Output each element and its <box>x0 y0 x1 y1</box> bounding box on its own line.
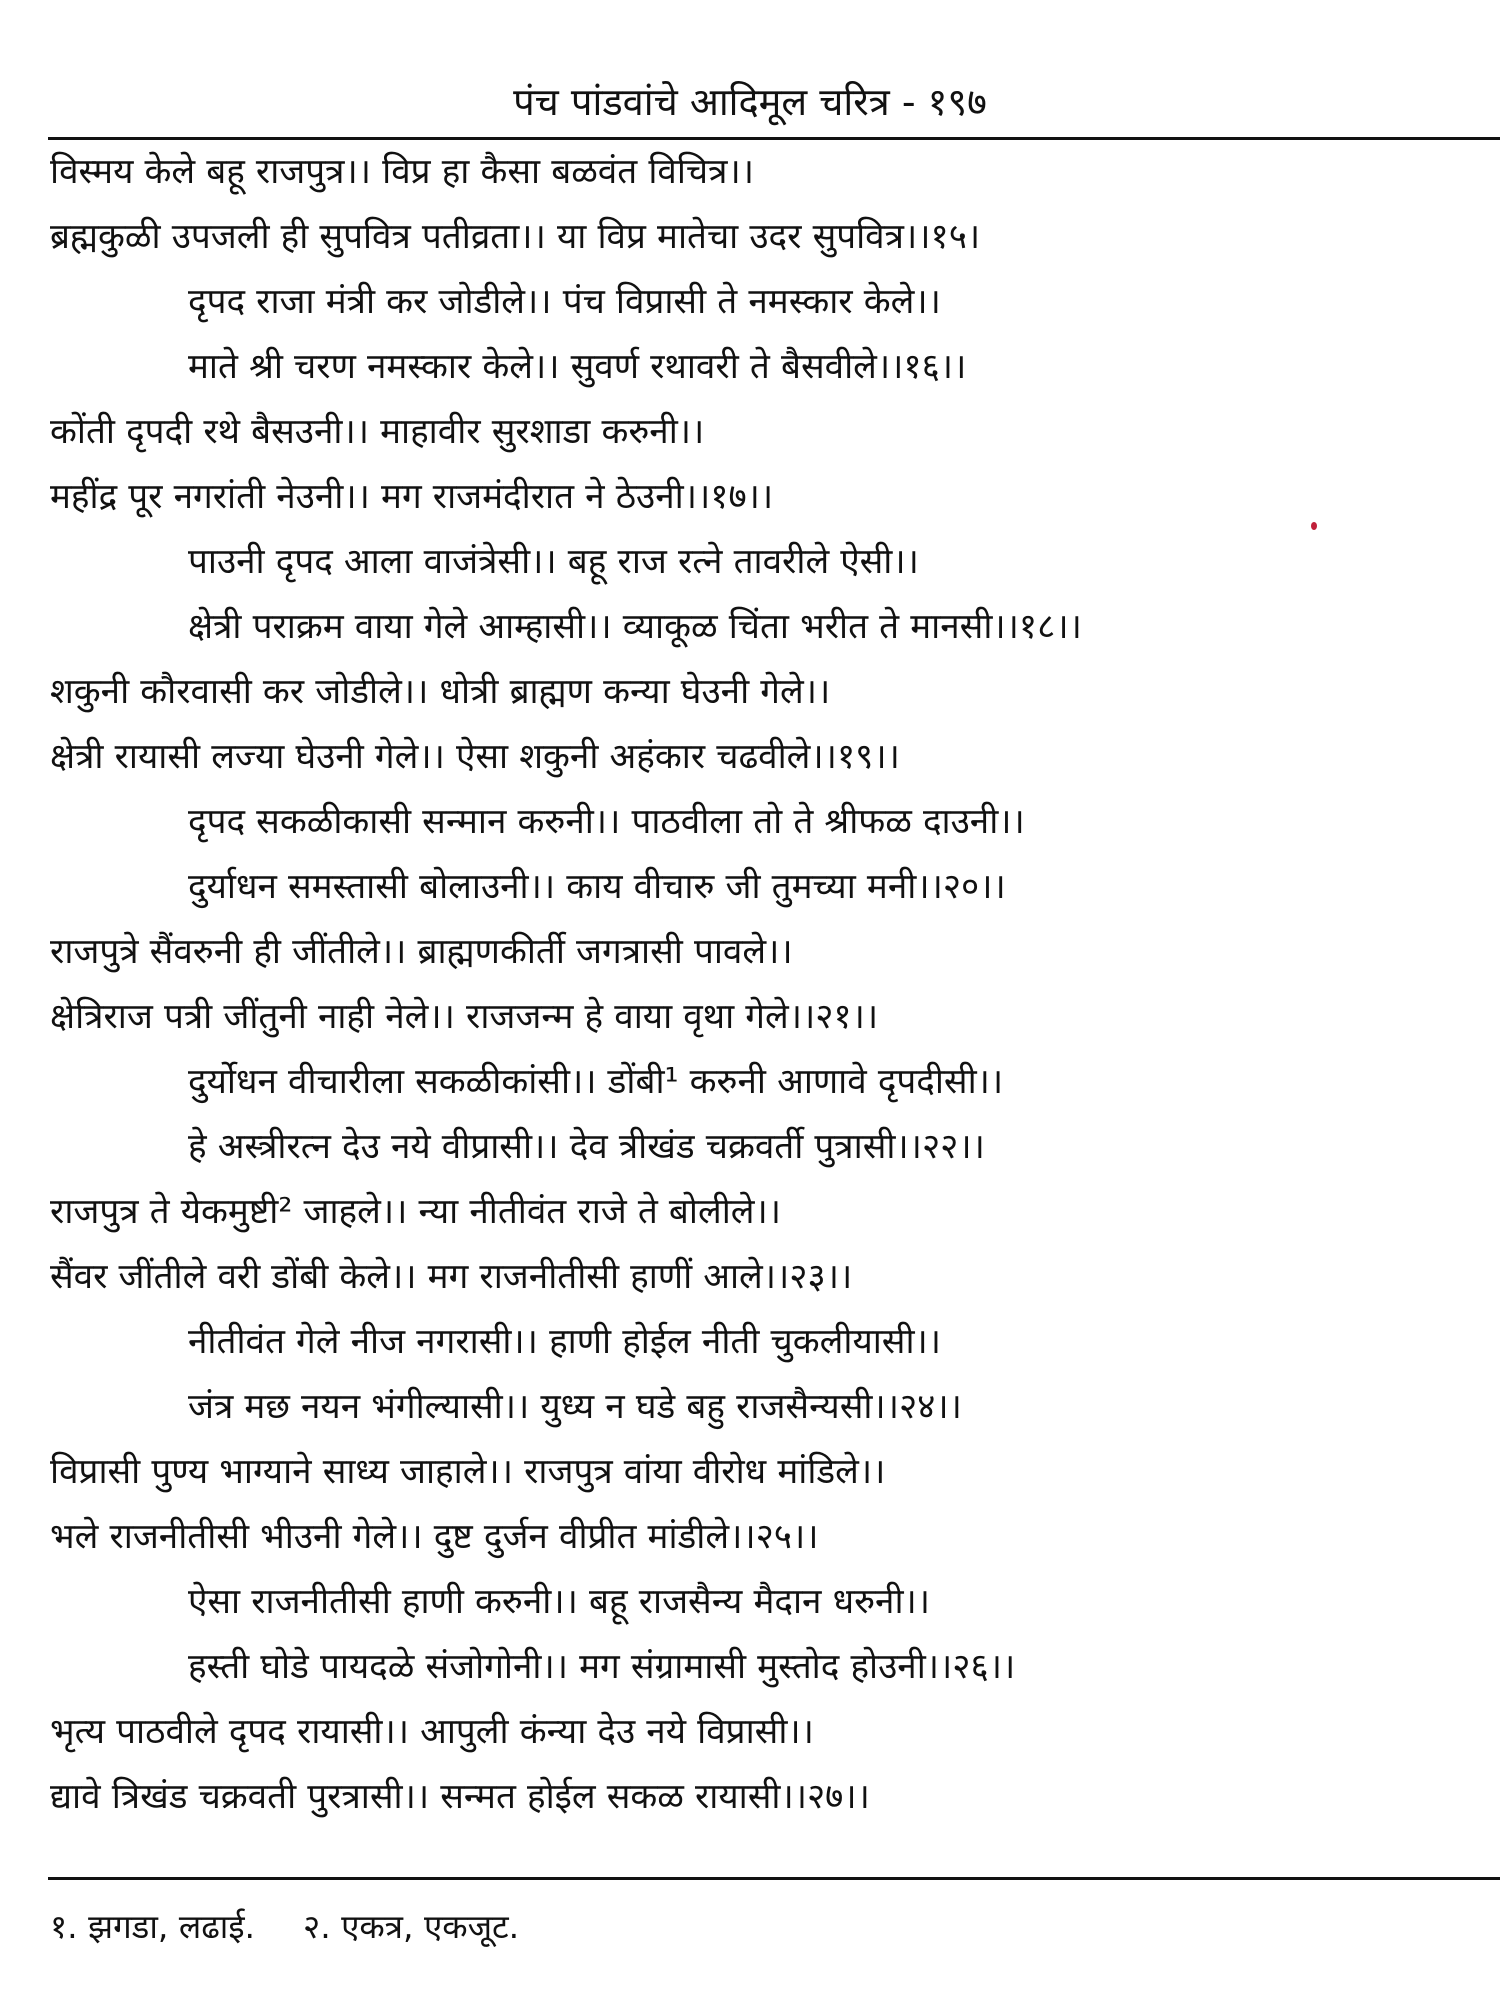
verse-line: महींद्र पूर नगरांती नेउनी।। मग राजमंदीरात ने ठेउनी।।१७।। <box>50 477 774 517</box>
verse-line: ऐसा राजनीतीसी हाणी करुनी।। बहू राजसैन्य मैदान धरुनी।। <box>188 1582 931 1622</box>
verse-line: शकुनी कौरवासी कर जोडीले।। धोत्री ब्राह्मण कन्या घेउनी गेले।। <box>50 672 831 712</box>
footnotes <box>50 1905 519 1949</box>
verse-line: राजपुत्र ते येकमुष्टी² जाहले।। न्या नीतीवंत राजे ते बोलीले।। <box>50 1192 782 1232</box>
verse-line: क्षेत्री पराक्रम वाया गेले आम्हासी।। व्याकूळ चिंता भरीत ते मानसी।।१८।। <box>188 607 1082 647</box>
verse-line: जंत्र मछ नयन भंगील्यासी।। युध्य न घडे बहु राजसैन्यसी।।२४।। <box>188 1387 962 1427</box>
footnote: १. झगडा, लढाई. <box>50 1907 256 1946</box>
verse-line: विप्रासी पुण्य भाग्याने साध्य जाहाले।। राजपुत्र वांया वीरोध मांडिले।। <box>50 1452 886 1492</box>
verse-line: क्षेत्री रायासी लज्या घेउनी गेले।। ऐसा शकुनी अहंकार चढवीले।।१९।। <box>50 737 900 777</box>
verse-line: क्षेत्रिराज पत्री जींतुनी नाही नेले।। राजजन्म हे वाया वृथा गेले।।२१।। <box>50 997 879 1037</box>
verse-line: भले राजनीतीसी भीउनी गेले।। दुष्ट दुर्जन वीप्रीत मांडीले।।२५।। <box>50 1517 819 1557</box>
verse-line: दृपद सकळीकासी सन्मान करुनी।। पाठवीला तो ते श्रीफळ दाउनी।। <box>188 802 1025 842</box>
footnote: २. एकत्र, एकजूट. <box>303 1907 520 1946</box>
verse-line: दुर्योधन वीचारीला सकळीकांसी।। डोंबी¹ करुनी आणावे दृपदीसी।। <box>188 1062 1004 1102</box>
verse-line: नीतीवंत गेले नीज नगरासी।। हाणी होईल नीती चुकलीयासी।। <box>188 1322 942 1362</box>
verse-line: दुर्याधन समस्तासी बोलाउनी।। काय वीचारु जी तुमच्या मनी।।२०।। <box>188 867 1006 907</box>
verse-line: माते श्री चरण नमस्कार केले।। सुवर्ण रथावरी ते बैसवीले।।१६।। <box>188 347 967 387</box>
verse-line: हे अस्त्रीरत्न देउ नये वीप्रासी।। देव त्रीखंड चक्रवर्ती पुत्रासी।।२२।। <box>188 1127 985 1167</box>
running-header: पंच पांडवांचे आदिमूल चरित्र - १९७ <box>513 80 987 124</box>
verse-line: द्यावे त्रिखंड चक्रवती पुरत्रासी।। सन्मत होईल सकळ रायासी।।२७।। <box>50 1777 870 1817</box>
verse-line: पाउनी दृपद आला वाजंत्रेसी।। बहू राज रत्ने तावरीले ऐसी।। <box>188 542 919 582</box>
header-rule <box>48 137 1500 140</box>
verse-line: हस्ती घोडे पायदळे संजोगोनी।। मग संग्रामासी मुस्तोद होउनी।।२६।। <box>188 1647 1016 1687</box>
verse-line: विस्मय केले बहू राजपुत्र।। विप्र हा कैसा बळवंत विचित्र।। <box>50 152 754 192</box>
verse-line: दृपद राजा मंत्री कर जोडीले।। पंच विप्रासी ते नमस्कार केले।। <box>188 282 941 322</box>
verse-line: राजपुत्रे सैंवरुनी ही जींतीले।। ब्राह्मणकीर्ती जगत्रासी पावले।। <box>50 932 793 972</box>
verse-line: कोंती दृपदी रथे बैसउनी।। माहावीर सुरशाडा करुनी।। <box>50 412 705 452</box>
ink-speck <box>1311 522 1317 530</box>
verse-line: सैंवर जींतीले वरी डोंबी केले।। मग राजनीतीसी हाणीं आले।।२३।। <box>50 1257 853 1297</box>
verse-line: भृत्य पाठवीले दृपद रायासी।। आपुली कंन्या देउ नये विप्रासी।। <box>50 1712 814 1752</box>
footnote-rule <box>48 1877 1500 1880</box>
verse-line: ब्रह्मकुळी उपजली ही सुपवित्र पतीव्रता।। या विप्र मातेचा उदर सुपवित्र।।१५। <box>50 217 981 257</box>
